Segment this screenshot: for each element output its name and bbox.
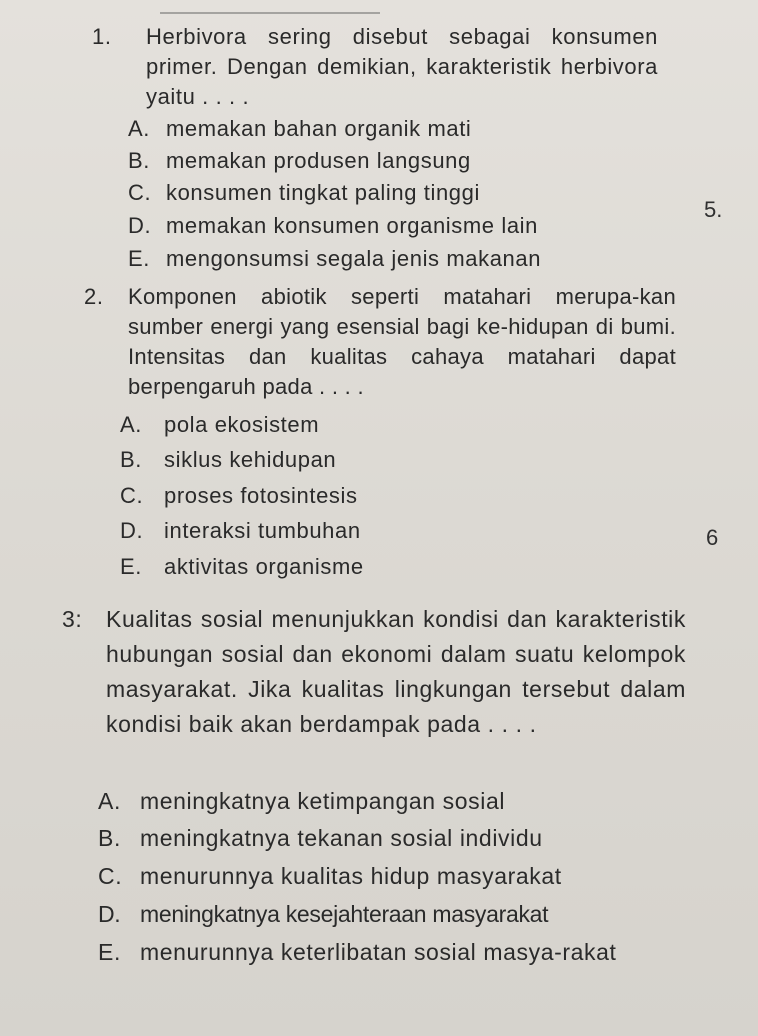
option-text: siklus kehidupan [164,447,337,472]
option-letter: A. [128,116,150,141]
option-a [98,784,505,819]
option-text: proses fotosintesis [164,483,358,508]
option-d [98,897,548,932]
option-text: aktivitas organisme [164,554,364,579]
question-text: Komponen abiotik seperti matahari merupa-kan sumber energi yang esensial bagi ke-hidupan di bumi. Intensitas dan kualitas cahaya matahari dapat berpengaruh pada . . . . [128,284,676,399]
option-letter: D. [128,213,152,238]
option-text: menurunnya keterlibatan sosial masya-rakat [140,939,617,965]
option-letter: A. [120,412,142,437]
option-e [120,552,364,582]
option-c [98,859,562,894]
question-1 [92,22,662,272]
question-text: Kualitas sosial menunjukkan kondisi dan karakteristik hubungan sosial dan ekonomi dalam suatu kelompok masyarakat. Jika kualitas lingkungan tersebut dalam kondisi baik akan berdampak pada . . . . [106,606,686,737]
option-text: konsumen tingkat paling tinggi [166,180,480,205]
option-text: memakan konsumen organisme lain [166,213,538,238]
option-letter: D. [98,901,121,927]
option-letter: B. [98,825,121,851]
margin-number-6: 6 [706,525,719,550]
question-number: 1. [92,24,112,49]
option-text: interaksi tumbuhan [164,518,361,543]
option-letter: C. [120,483,144,508]
option-a [120,410,319,440]
option-d [128,211,538,241]
option-letter: E. [128,246,150,271]
option-letter: E. [120,554,142,579]
question-3 [62,602,690,1022]
margin-number-5: 5. [704,197,723,222]
option-letter: C. [128,180,152,205]
option-letter: C. [98,863,123,889]
option-text: mengonsumsi segala jenis makanan [166,246,542,271]
option-a [128,114,471,144]
question-2 [84,282,682,587]
option-text: meningkatnya tekanan sosial individu [140,825,543,851]
option-letter: A. [98,788,121,814]
top-edge-text-fragment [160,0,380,14]
option-letter: E. [98,939,121,965]
option-b [98,821,543,856]
option-b [128,146,471,176]
option-text: meningkatnya kesejahteraan masyarakat [140,901,549,927]
option-letter: B. [120,447,142,472]
option-b [120,445,336,475]
option-e [128,244,541,274]
option-text: menurunnya kualitas hidup masyarakat [140,863,562,889]
option-c [128,178,480,208]
question-text: Herbivora sering disebut sebagai konsumen primer. Dengan demikian, karakteristik herbivora yaitu . . . . [146,24,658,109]
option-text: meningkatnya ketimpangan sosial [140,788,506,814]
option-text: memakan produsen langsung [166,148,471,173]
question-number: 2. [84,284,104,309]
option-letter: D. [120,518,144,543]
option-e [98,935,658,970]
option-text: memakan bahan organik mati [166,116,472,141]
question-number: 3: [62,606,83,632]
option-d [120,516,361,546]
option-letter: B. [128,148,150,173]
option-c [120,481,358,511]
option-text: pola ekosistem [164,412,320,437]
